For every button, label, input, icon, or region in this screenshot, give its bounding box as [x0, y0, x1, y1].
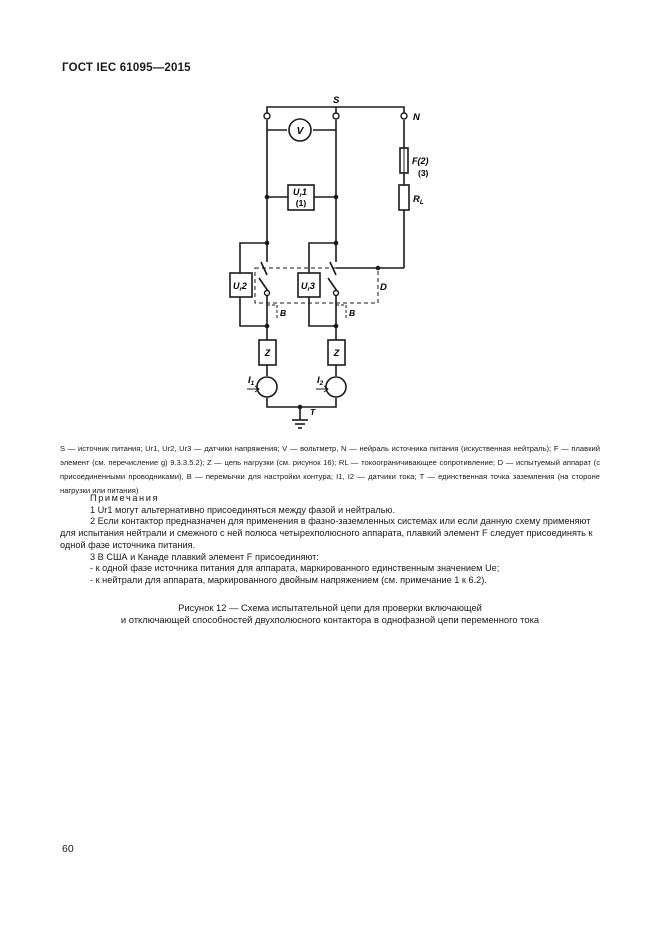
terminal-left — [264, 113, 270, 119]
figure-caption — [60, 602, 600, 626]
note-3: 3 В США и Канаде плавкий элемент F присоединяют: — [90, 551, 319, 562]
i2-label: $I_2$ — [317, 375, 324, 387]
document-header: ГОСТ IEC 61095—2015 — [62, 62, 191, 74]
link-b-right-label: B — [349, 308, 356, 318]
note-3b: - к нейтрали для аппарата, маркированного двойным напряжением (см. примечание 1 к 6.2). — [90, 574, 487, 585]
fuse-label: F(2) — [412, 156, 429, 166]
figure-legend: S — источник питания; Ur1, Ur2, Ur3 — датчики напряжения; V — вольтметр, N — нейраль источника питания (искуственная нейтраль); F — плавкий элемент (см. перечисление g) 9.3.3.5.2); Z — цепь нагрузки (см. рисунок 16); RL — токоограничивающее сопротивление; D — испытуемый аппарат (с присоединенными проводниками), B — перемычки для настройки контура; I1, I2 — датчики тока; T — единственная точка заземления (на стороне нагрузки или питания) — [60, 444, 600, 495]
note-2: 2 Если контактор предназначен для применения в фазно-заземленных системах или если данную схему применяют для испытания нейтрали и смежного с ней полюса четырехполюсного аппарата, плавкий элемент F следует присоединять к одной фазе источника питания. — [60, 516, 593, 550]
note-3a: - к одной фазе источника питания для аппарата, маркированного единственным значением Ue; — [90, 563, 500, 574]
current-sensor-i2 — [326, 377, 346, 397]
i1-label: $I_1$ — [248, 375, 255, 387]
link-b-left-label: B — [280, 308, 287, 318]
ur1-label: $U_r1$ — [293, 187, 307, 199]
device-label: D — [380, 282, 387, 293]
neutral-label: N — [413, 112, 420, 123]
current-sensor-i1 — [257, 377, 277, 397]
terminal-neutral — [401, 113, 407, 119]
ur1-note: (1) — [295, 198, 307, 208]
resistor-rl — [399, 185, 409, 210]
page-number: 60 — [62, 843, 74, 855]
ur2-label: $U_r2$ — [233, 281, 247, 293]
note-1: 1 Ur1 могут альтернативно присоединяться между фазой и нейтралью. — [90, 504, 396, 515]
voltmeter-label: V — [296, 126, 304, 137]
caption-line-1: Рисунок 12 — Схема испытательной цепи для проверки включающей — [178, 602, 482, 613]
z-right-label: Z — [333, 348, 340, 358]
ur3-label: $U_r3$ — [301, 281, 315, 293]
terminal-right — [333, 113, 339, 119]
resistor-label: $R_L$ — [413, 194, 424, 206]
fuse-note: (3) — [418, 168, 429, 178]
earth-label: T — [310, 407, 316, 417]
notes-block — [60, 493, 600, 587]
source-label: S — [333, 95, 340, 106]
notes-heading: Примечания — [90, 493, 160, 503]
z-left-label: Z — [264, 348, 271, 358]
caption-line-2: и отключающей способностей двухполюсного контактора в однофазной цепи переменного тока — [120, 614, 540, 625]
